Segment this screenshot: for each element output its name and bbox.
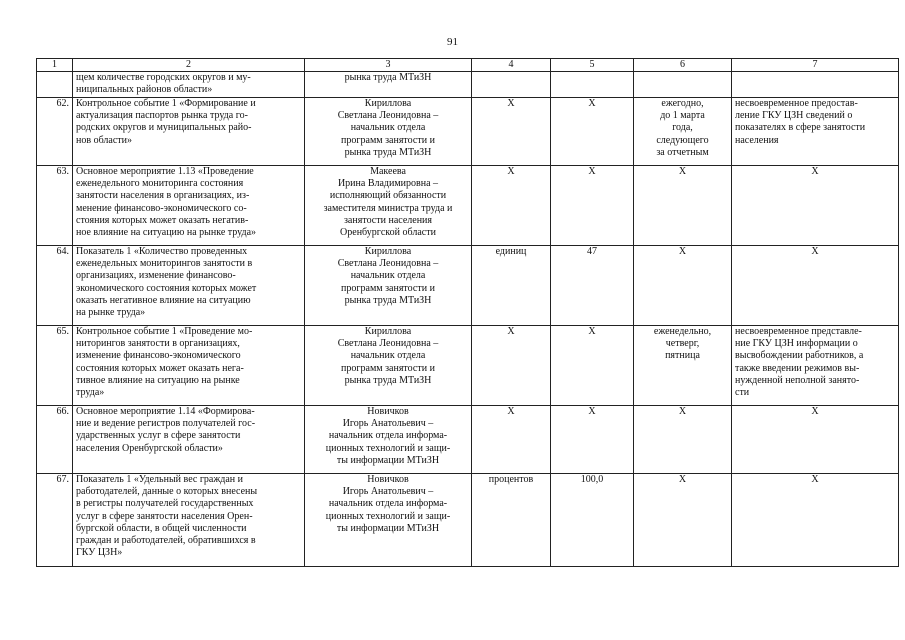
value-cell: [551, 72, 634, 98]
event-name: Основное мероприятие 1.13 «Проведение еженедельного мониторинга состояния занятости населения в организациях, из- менение финансово-экономического со- стояния которых может оказать негатив- ное влияние на ситуацию на рынке труда»: [76, 166, 257, 239]
row-number: 65.: [37, 326, 73, 406]
value-cell: X: [551, 326, 634, 406]
column-number: 2: [73, 59, 305, 72]
risk-cell: несвоевременное представле- ние ГКУ ЦЗН информации о высвобождении работников, а также введении режимов вы- нужденной неполной занято- сти: [735, 326, 864, 399]
column-numbers-row: [37, 59, 899, 72]
term-cell: [634, 72, 732, 98]
row-number: 64.: [37, 246, 73, 326]
table-row: [37, 326, 899, 406]
event-name: Контрольное событие 1 «Проведение мо- ниторингов занятости в организациях, изменение финансово-экономического состояния которых может оказать нега- тивное влияние на ситуацию на рынке труда»: [76, 326, 253, 399]
value-cell: X: [551, 166, 634, 246]
value-cell: X: [551, 98, 634, 166]
responsible-person: Кириллова Светлана Леонидовна – начальник отдела программ занятости и рынка труда МТиЗН: [337, 246, 439, 306]
risk-cell: X: [732, 246, 899, 326]
column-number: 5: [551, 59, 634, 72]
column-number: 4: [472, 59, 551, 72]
value-cell: 100,0: [551, 474, 634, 567]
responsible-person: Кириллова Светлана Леонидовна – начальник отдела программ занятости и рынка труда МТиЗН: [337, 98, 439, 158]
row-number: 67.: [37, 474, 73, 567]
table-row: [37, 474, 899, 567]
risk-cell: несвоевременное предостав- ление ГКУ ЦЗН сведений о показателях в сфере занятости населения: [735, 98, 866, 146]
row-number: 66.: [37, 406, 73, 474]
value-cell: 47: [551, 246, 634, 326]
table-row: [37, 72, 899, 98]
event-name: Контрольное событие 1 «Формирование и актуализация паспортов рынка труда го- родских округов и муниципальных райо- нов области»: [76, 98, 256, 146]
responsible-person: Кириллова Светлана Леонидовна – начальник отдела программ занятости и рынка труда МТиЗН: [337, 326, 439, 386]
column-number: 7: [732, 59, 899, 72]
row-number: 62.: [37, 98, 73, 166]
term-cell: X: [634, 406, 732, 474]
value-cell: X: [551, 406, 634, 474]
term-cell: X: [634, 166, 732, 246]
unit-cell: X: [472, 326, 551, 406]
table-row: [37, 98, 899, 166]
unit-cell: единиц: [472, 246, 551, 326]
risk-cell: [732, 72, 899, 98]
term-cell: X: [634, 474, 732, 567]
column-number: 3: [305, 59, 472, 72]
row-number: [37, 72, 73, 98]
table-row: [37, 406, 899, 474]
table-row: [37, 166, 899, 246]
plan-table: [36, 58, 899, 567]
event-name: Показатель 1 «Удельный вес граждан и работодателей, данные о которых внесены в регистры получателей государственных услуг в сфере занятости населения Орен- бургской области, в общей численности граждан и работодателей, обратившихся в ГКУ ЦЗН»: [76, 474, 258, 559]
event-name: щем количестве городских округов и му- ниципальных районов области»: [76, 72, 251, 96]
responsible-person: Новичков Игорь Анатольевич – начальник отдела информа- ционных технологий и защи- ты информации МТиЗН: [325, 406, 451, 466]
unit-cell: X: [472, 166, 551, 246]
term-cell: ежегодно, до 1 марта года, следующего за отчетным: [656, 98, 709, 158]
responsible-person: Новичков Игорь Анатольевич – начальник отдела информа- ционных технологий и защи- ты информации МТиЗН: [325, 474, 451, 534]
unit-cell: процентов: [472, 474, 551, 567]
event-name: Основное мероприятие 1.14 «Формирова- ние и ведение регистров получателей гос- ударственных услуг в сфере занятости населения Оренбургской области»: [76, 406, 256, 454]
event-name: Показатель 1 «Количество проведенных еженедельных мониторингов занятости в организациях, изменение финансово- экономического состояния которых может оказать негативное влияние на ситуацию на рынке труда»: [76, 246, 257, 319]
row-number: 63.: [37, 166, 73, 246]
column-number: 1: [37, 59, 73, 72]
table-row: [37, 246, 899, 326]
term-cell: X: [634, 246, 732, 326]
responsible-person: рынка труда МТиЗН: [344, 72, 432, 83]
term-cell: еженедельно, четверг, пятница: [653, 326, 712, 362]
page-number: 91: [447, 36, 458, 48]
unit-cell: X: [472, 98, 551, 166]
risk-cell: X: [732, 406, 899, 474]
risk-cell: X: [732, 166, 899, 246]
responsible-person: Макеева Ирина Владимировна – исполняющий обязанности заместителя министра труда и занятости населения Оренбургской области: [323, 166, 453, 239]
unit-cell: [472, 72, 551, 98]
risk-cell: X: [732, 474, 899, 567]
column-number: 6: [634, 59, 732, 72]
unit-cell: X: [472, 406, 551, 474]
